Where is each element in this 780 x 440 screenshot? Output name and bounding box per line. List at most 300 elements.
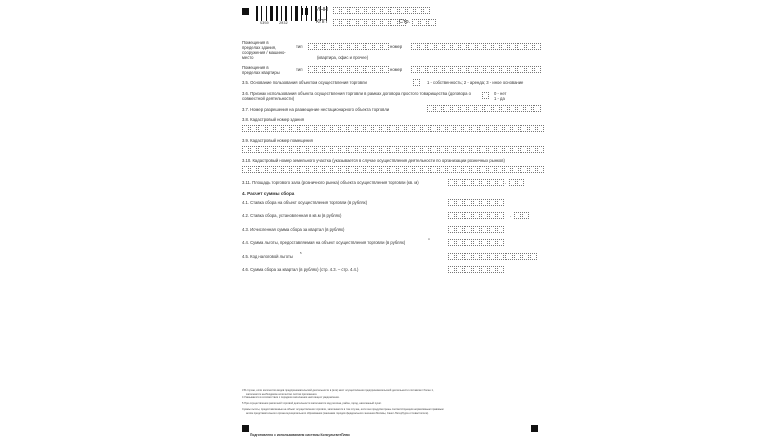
input-cell[interactable] [488,146,495,153]
line-4-2-decimal-point: . [510,213,512,219]
input-cell[interactable] [299,125,306,132]
input-cell[interactable] [333,43,340,50]
input-cell[interactable] [447,125,454,132]
line-3-9-label: 3.9. Кадастровый номер помещения [242,138,313,143]
input-cell[interactable] [476,105,483,112]
input-cell[interactable] [497,266,504,273]
input-cell[interactable] [348,166,355,173]
input-cell[interactable] [398,125,405,132]
input-cell[interactable] [481,253,488,260]
input-cell[interactable] [366,19,373,26]
line-3-5-cells[interactable] [413,79,421,86]
input-cell[interactable] [411,66,418,73]
input-cell[interactable] [419,43,426,50]
line-3-6-cells[interactable] [482,92,490,99]
input-cell[interactable] [250,146,257,153]
input-cell[interactable] [464,226,471,233]
input-cell[interactable] [365,166,372,173]
input-cell[interactable] [390,7,397,14]
input-cell[interactable] [460,43,467,50]
input-cell[interactable] [517,43,524,50]
input-cell[interactable] [324,146,331,153]
line-3-7-cells[interactable] [427,105,542,112]
input-cell[interactable] [242,166,249,173]
input-cell[interactable] [316,66,323,73]
input-cell[interactable] [504,166,511,173]
line-4-3-cells[interactable] [448,226,505,233]
input-cell[interactable] [509,43,516,50]
input-cell[interactable] [283,146,290,153]
input-cell[interactable] [291,125,298,132]
input-cell[interactable] [439,146,446,153]
input-cell[interactable] [340,125,347,132]
line-3-11-cells[interactable] [448,179,505,186]
input-cell[interactable] [398,146,405,153]
input-cell[interactable] [460,105,467,112]
barcode-bar [281,6,282,21]
input-cell[interactable] [448,199,455,206]
input-cell[interactable] [341,43,348,50]
input-cell[interactable] [481,266,488,273]
input-cell[interactable] [456,253,463,260]
input-cell[interactable] [479,125,486,132]
input-cell[interactable] [349,7,356,14]
input-cell[interactable] [520,125,527,132]
input-cell[interactable] [537,125,544,132]
input-cell[interactable] [448,239,455,246]
page-label: Стр. [399,19,411,25]
input-cell[interactable] [341,66,348,73]
footnote-line: Суммы льготы, предоставляемые на объект осуществления торговли, заполняются в том случае, если они предусмотрены соответствующим нормативным правовым [242,408,444,411]
input-cell[interactable] [493,105,500,112]
input-cell[interactable] [430,125,437,132]
input-cell[interactable] [250,166,257,173]
input-cell[interactable] [526,66,533,73]
premises-apartment-number-cells[interactable] [411,66,542,73]
input-cell[interactable] [456,199,463,206]
input-cell[interactable] [316,43,323,50]
input-cell[interactable] [267,146,274,153]
barcode-bar [259,6,260,21]
line-3-5-hint: 1 - собственность; 2 - аренда; 3 - иное основание [427,80,524,85]
input-cell[interactable] [489,212,496,219]
input-cell[interactable] [525,105,532,112]
input-cell[interactable] [430,146,437,153]
input-cell[interactable] [308,66,315,73]
input-cell[interactable] [488,125,495,132]
input-cell[interactable] [390,19,397,26]
input-cell[interactable] [504,125,511,132]
input-cell[interactable] [464,179,471,186]
premises-apartment-type-cells[interactable] [308,66,390,73]
premises-building-type-cells[interactable] [308,43,390,50]
input-cell[interactable] [389,146,396,153]
input-cell[interactable] [332,146,339,153]
input-cell[interactable] [452,43,459,50]
input-cell[interactable] [332,125,339,132]
input-cell[interactable] [485,43,492,50]
input-cell[interactable] [512,146,519,153]
input-cell[interactable] [517,66,524,73]
input-cell[interactable] [517,105,524,112]
input-cell[interactable] [464,239,471,246]
input-cell[interactable] [471,125,478,132]
input-cell[interactable] [468,105,475,112]
input-cell[interactable] [357,125,364,132]
input-cell[interactable] [471,166,478,173]
line-4-4-cells[interactable] [448,239,505,246]
input-cell[interactable] [468,43,475,50]
input-cell[interactable] [463,125,470,132]
input-cell[interactable] [473,179,480,186]
input-cell[interactable] [455,146,462,153]
input-cell[interactable] [374,19,381,26]
input-cell[interactable] [374,66,381,73]
input-cell[interactable] [447,146,454,153]
input-cell[interactable] [439,166,446,173]
input-cell[interactable] [489,199,496,206]
input-cell[interactable] [529,146,536,153]
input-cell[interactable] [497,226,504,233]
input-cell[interactable] [414,146,421,153]
input-cell[interactable] [484,105,491,112]
input-cell[interactable] [479,166,486,173]
input-cell[interactable] [275,146,282,153]
input-cell[interactable] [533,105,540,112]
premises-building-number-label: номер [390,44,403,49]
line-4-6-cells[interactable] [448,266,505,273]
input-cell[interactable] [341,7,348,14]
input-cell[interactable] [501,66,508,73]
input-cell[interactable] [422,125,429,132]
input-cell[interactable] [452,105,459,112]
input-cell[interactable] [456,239,463,246]
input-cell[interactable] [242,146,249,153]
input-cell[interactable] [332,166,339,173]
input-cell[interactable] [496,146,503,153]
input-cell[interactable] [373,125,380,132]
input-cell[interactable] [493,43,500,50]
input-cell[interactable] [473,226,480,233]
input-cell[interactable] [448,179,455,186]
input-cell[interactable] [267,125,274,132]
input-cell[interactable] [482,92,489,99]
input-cell[interactable] [308,146,315,153]
input-cell[interactable] [493,66,500,73]
input-cell[interactable] [358,19,365,26]
input-cell[interactable] [420,19,427,26]
barcode-bar [266,6,267,21]
input-cell[interactable] [464,266,471,273]
input-cell[interactable] [398,166,405,173]
input-cell[interactable] [435,105,442,112]
input-cell[interactable] [340,146,347,153]
input-cell[interactable] [497,199,504,206]
input-cell[interactable] [373,146,380,153]
input-cell[interactable] [447,166,454,173]
input-cell[interactable] [427,66,434,73]
input-cell[interactable] [501,43,508,50]
input-cell[interactable] [537,146,544,153]
barcode-number-right: 2032 [279,22,288,26]
input-cell[interactable] [357,43,364,50]
input-cell[interactable] [464,199,471,206]
line-3-8-cells[interactable] [242,125,545,132]
input-cell[interactable] [348,125,355,132]
input-cell[interactable] [448,266,455,273]
input-cell[interactable] [534,66,541,73]
input-cell[interactable] [489,253,496,260]
input-cell[interactable] [520,146,527,153]
input-cell[interactable] [349,66,356,73]
input-cell[interactable] [477,43,484,50]
input-cell[interactable] [406,166,413,173]
input-cell[interactable] [250,125,257,132]
page-cells[interactable] [412,19,437,26]
input-cell[interactable] [509,66,516,73]
input-cell[interactable] [463,146,470,153]
input-cell[interactable] [473,212,480,219]
input-cell[interactable] [341,19,348,26]
input-cell[interactable] [460,66,467,73]
input-cell[interactable] [316,166,323,173]
input-cell[interactable] [517,179,524,186]
input-cell[interactable] [258,146,265,153]
input-cell[interactable] [443,105,450,112]
input-cell[interactable] [512,125,519,132]
input-cell[interactable] [283,125,290,132]
input-cell[interactable] [382,66,389,73]
input-cell[interactable] [291,166,298,173]
line-4-2-decimal-cells[interactable] [514,212,530,219]
input-cell[interactable] [299,166,306,173]
input-cell[interactable] [522,253,529,260]
input-cell[interactable] [365,125,372,132]
input-cell[interactable] [529,125,536,132]
input-cell[interactable] [436,66,443,73]
input-cell[interactable] [427,105,434,112]
input-cell[interactable] [501,105,508,112]
inn-cells[interactable] [333,7,431,14]
input-cell[interactable] [357,66,364,73]
input-cell[interactable] [456,179,463,186]
input-cell[interactable] [514,253,521,260]
input-cell[interactable] [407,7,414,14]
input-cell[interactable] [428,19,435,26]
input-cell[interactable] [481,199,488,206]
input-cell[interactable] [382,19,389,26]
input-cell[interactable] [349,19,356,26]
input-cell[interactable] [456,226,463,233]
input-cell[interactable] [534,43,541,50]
input-cell[interactable] [481,212,488,219]
input-cell[interactable] [448,212,455,219]
input-cell[interactable] [419,66,426,73]
line-3-9-cells[interactable] [242,146,545,153]
input-cell[interactable] [455,125,462,132]
input-cell[interactable] [308,166,315,173]
input-cell[interactable] [509,179,516,186]
input-cell[interactable] [514,212,521,219]
input-cell[interactable] [381,146,388,153]
input-cell[interactable] [497,253,504,260]
input-cell[interactable] [444,66,451,73]
input-cell[interactable] [456,266,463,273]
input-cell[interactable] [316,125,323,132]
input-cell[interactable] [348,146,355,153]
premises-building-number-cells[interactable] [411,43,542,50]
input-cell[interactable] [340,166,347,173]
barcode-bar [288,6,290,21]
input-cell[interactable] [389,166,396,173]
input-cell[interactable] [389,125,396,132]
input-cell[interactable] [477,66,484,73]
line-3-6-label: 3.6. Признак использования объекта осуществления торговли в рамках договора простого товарищества (договора о совместной деятельности) [242,91,471,101]
input-cell[interactable] [308,43,315,50]
input-cell[interactable] [422,146,429,153]
input-cell[interactable] [522,212,529,219]
input-cell[interactable] [258,166,265,173]
input-cell[interactable] [382,43,389,50]
input-cell[interactable] [411,43,418,50]
input-cell[interactable] [485,66,492,73]
line-3-10-cells[interactable] [242,166,545,173]
input-cell[interactable] [464,253,471,260]
input-cell[interactable] [504,146,511,153]
input-cell[interactable] [497,212,504,219]
input-cell[interactable] [308,125,315,132]
footnote-line: 4 Указывается в соответствии с порядком заполнения настоящего уведомления. [242,396,340,399]
input-cell[interactable] [415,7,422,14]
input-cell[interactable] [299,146,306,153]
input-cell[interactable] [452,66,459,73]
input-cell[interactable] [430,166,437,173]
input-cell[interactable] [399,7,406,14]
input-cell[interactable] [488,166,495,173]
input-cell[interactable] [481,226,488,233]
input-cell[interactable] [333,7,340,14]
line-4-5-cells[interactable] [448,253,538,260]
input-cell[interactable] [324,166,331,173]
input-cell[interactable] [316,146,323,153]
input-cell[interactable] [374,43,381,50]
input-cell[interactable] [496,125,503,132]
input-cell[interactable] [512,166,519,173]
input-cell[interactable] [333,66,340,73]
input-cell[interactable] [357,166,364,173]
input-cell[interactable] [374,7,381,14]
input-cell[interactable] [497,239,504,246]
input-cell[interactable] [473,253,480,260]
input-cell[interactable] [412,19,419,26]
input-cell[interactable] [365,146,372,153]
input-cell[interactable] [481,239,488,246]
input-cell[interactable] [496,166,503,173]
line-3-11-decimal-cells[interactable] [509,179,525,186]
input-cell[interactable] [489,239,496,246]
input-cell[interactable] [324,43,331,50]
input-cell[interactable] [349,43,356,50]
input-cell[interactable] [505,253,512,260]
input-cell[interactable] [473,239,480,246]
premises-apartment-type-label: тип [296,67,303,72]
input-cell[interactable] [436,43,443,50]
input-cell[interactable] [471,146,478,153]
input-cell[interactable] [439,125,446,132]
input-cell[interactable] [529,166,536,173]
input-cell[interactable] [481,179,488,186]
input-cell[interactable] [333,19,340,26]
input-cell[interactable] [473,266,480,273]
input-cell[interactable] [497,179,507,186]
input-cell[interactable] [366,7,373,14]
input-cell[interactable] [275,166,282,173]
line-4-6-label: 4.6. Сумма сбора за квартал (в рублях) (стр. 4.3. – стр. 4.4.) [242,267,359,272]
input-cell[interactable] [381,125,388,132]
input-cell[interactable] [444,43,451,50]
input-cell[interactable] [365,66,372,73]
input-cell[interactable] [489,226,496,233]
input-cell[interactable] [448,253,455,260]
input-cell[interactable] [406,125,413,132]
input-cell[interactable] [448,226,455,233]
input-cell[interactable] [468,66,475,73]
input-cell[interactable] [427,43,434,50]
input-cell[interactable] [489,179,496,186]
input-cell[interactable] [479,146,486,153]
input-cell[interactable] [267,166,274,173]
input-cell[interactable] [530,253,537,260]
input-cell[interactable] [283,166,290,173]
input-cell[interactable] [413,79,420,86]
input-cell[interactable] [358,7,365,14]
input-cell[interactable] [455,166,462,173]
input-cell[interactable] [473,199,480,206]
input-cell[interactable] [275,125,282,132]
input-cell[interactable] [414,125,421,132]
input-cell[interactable] [357,146,364,153]
input-cell[interactable] [373,166,380,173]
input-cell[interactable] [489,266,496,273]
input-cell[interactable] [526,43,533,50]
input-cell[interactable] [381,166,388,173]
line-4-1-cells[interactable] [448,199,505,206]
input-cell[interactable] [324,125,331,132]
kpp-cells[interactable] [333,19,407,26]
input-cell[interactable] [324,66,331,73]
line-4-2-cells[interactable] [448,212,505,219]
input-cell[interactable] [242,125,249,132]
barcode-number-left: 5350 [260,22,269,26]
input-cell[interactable] [291,146,298,153]
input-cell[interactable] [382,7,389,14]
input-cell[interactable] [520,166,527,173]
input-cell[interactable] [258,125,265,132]
input-cell[interactable] [414,166,421,173]
section-4-title: 4. Расчет суммы сбора [242,191,295,196]
input-cell[interactable] [463,166,470,173]
footer-text: Подготовлено с использованием системы КонсультантПлюс [250,433,351,437]
input-cell[interactable] [365,43,372,50]
input-cell[interactable] [464,212,471,219]
line-3-7-label: 3.7. Номер разрешения на размещение нестационарного объекта торговли [242,107,390,112]
input-cell[interactable] [509,105,516,112]
input-cell[interactable] [423,7,430,14]
input-cell[interactable] [456,212,463,219]
input-cell[interactable] [537,166,544,173]
input-cell[interactable] [422,166,429,173]
input-cell[interactable] [406,146,413,153]
